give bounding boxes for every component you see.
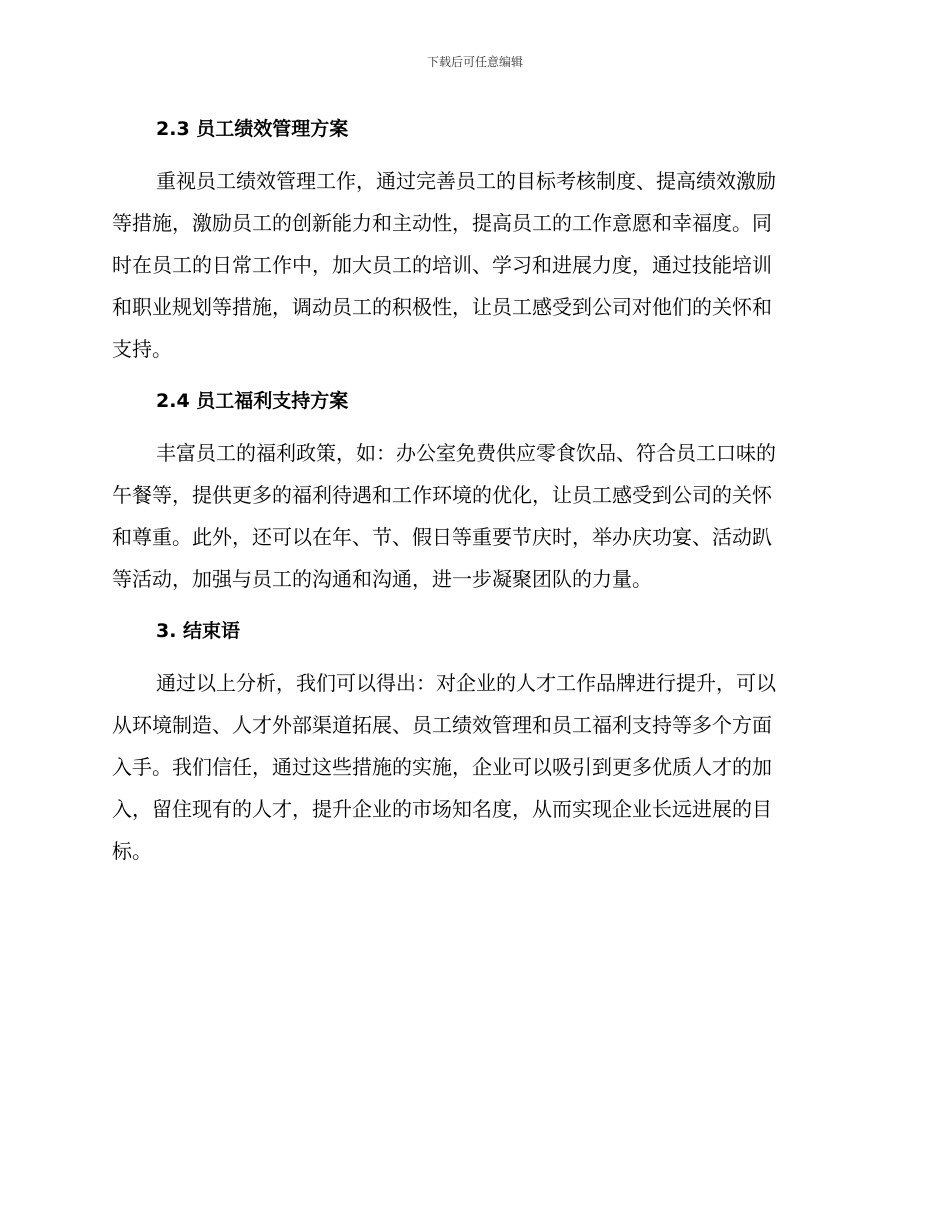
section-heading-2-3: 2.3 员工绩效管理方案 (156, 118, 349, 140)
paragraph-2-3 (112, 160, 830, 370)
paragraph-line: 通过以上分析，我们可以得出：对企业的人才工作品牌进行提升，可以 (156, 671, 776, 695)
paragraph-line: 和职业规划等措施，调动员工的积极性，让员工感受到公司对他们的关怀和 (112, 295, 772, 319)
paragraph-3 (112, 662, 830, 872)
paragraph-line: 时在员工的日常工作中，加大员工的培训、学习和进展力度，通过技能培训 (112, 253, 772, 277)
paragraph-2-4 (112, 432, 830, 600)
section-heading-2-4: 2.4 员工福利支持方案 (156, 390, 349, 412)
paragraph-line: 入手。我们信任，通过这些措施的实施，企业可以吸引到更多优质人才的加 (112, 755, 772, 779)
section-heading-3: 3. 结束语 (156, 620, 241, 642)
paragraph-line: 丰富员工的福利政策，如：办公室免费供应零食饮品、符合员工口味的 (156, 441, 776, 465)
paragraph-line: 午餐等，提供更多的福利待遇和工作环境的优化，让员工感受到公司的关怀 (112, 483, 772, 507)
paragraph-line: 等措施，激励员工的创新能力和主动性，提高员工的工作意愿和幸福度。同 (112, 211, 772, 235)
paragraph-line: 支持。 (112, 337, 172, 361)
paragraph-line: 从环境制造、人才外部渠道拓展、员工绩效管理和员工福利支持等多个方面 (112, 713, 772, 737)
paragraph-line: 标。 (112, 839, 152, 863)
paragraph-line: 重视员工绩效管理工作，通过完善员工的目标考核制度、提高绩效激励 (156, 169, 776, 193)
page-header-note: 下载后可任意编辑 (426, 55, 523, 69)
document-body (112, 108, 830, 872)
paragraph-line: 和尊重。此外，还可以在年、节、假日等重要节庆时，举办庆功宴、活动趴 (112, 525, 772, 549)
paragraph-line: 等活动，加强与员工的沟通和沟通，进一步凝聚团队的力量。 (112, 567, 652, 591)
paragraph-line: 入，留住现有的人才，提升企业的市场知名度，从而实现企业长远进展的目 (112, 797, 772, 821)
